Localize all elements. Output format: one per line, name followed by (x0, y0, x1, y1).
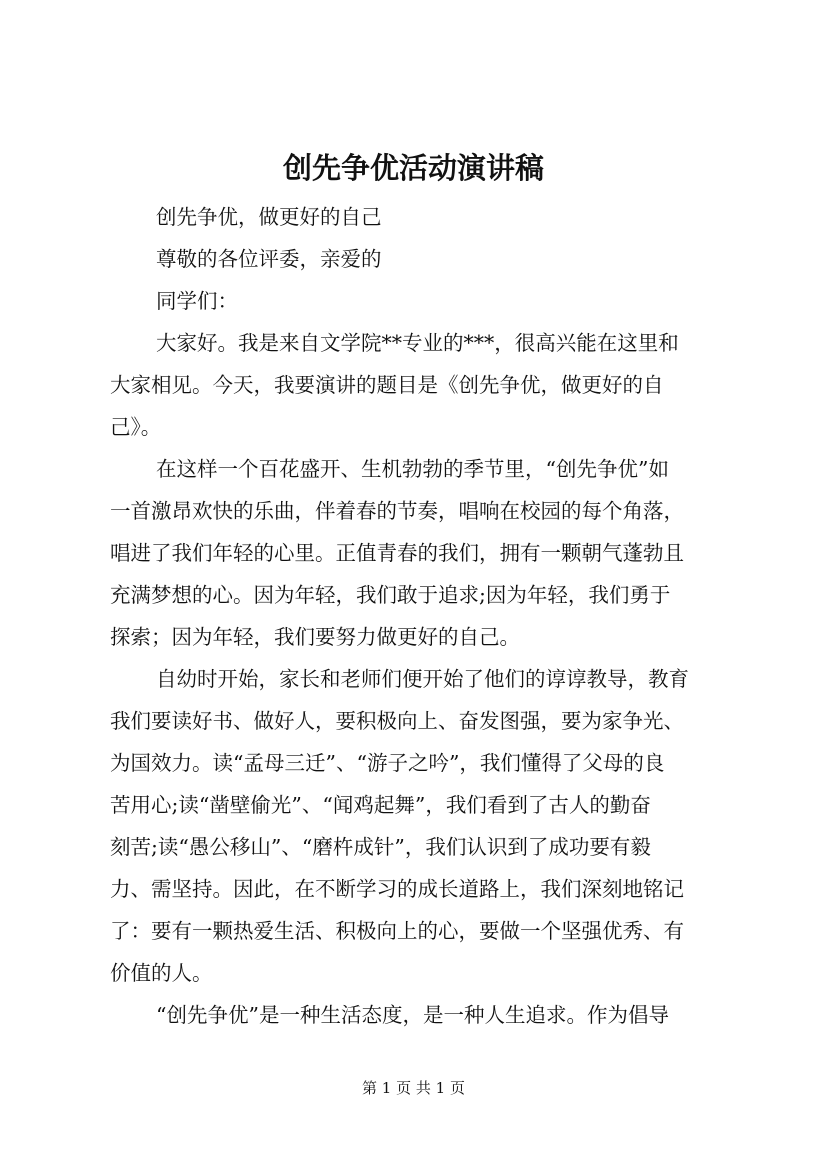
paragraph-line: 己》。 (110, 415, 162, 439)
salutation-line: 尊敬的各位评委，亲爱的 (156, 247, 382, 271)
paragraph-line: 在这样一个百花盛开、生机勃勃的季节里，“创先争优”如 (156, 457, 669, 481)
salutation-line: 同学们： (156, 289, 238, 313)
paragraph-line: 刻苦;读“愚公移山”、“磨杵成针”，我们认识到了成功要有毅 (110, 835, 651, 859)
paragraph-line: 力、需坚持。因此，在不断学习的成长道路上，我们深刻地铭记 (110, 877, 684, 901)
paragraph-line: 一首激昂欢快的乐曲，伴着春的节奏，唱响在校园的每个角落， (110, 499, 684, 523)
document-body (110, 196, 722, 1036)
paragraph-line: 我们要读好书、做好人，要积极向上、奋发图强，要为家争光、 (110, 709, 684, 733)
page-footer: 第 1 页 共 1 页 (362, 1079, 465, 1097)
paragraph-line: 大家好。我是来自文学院**专业的***，很高兴能在这里和 (156, 331, 679, 355)
paragraph-line: 探索；因为年轻，我们要努力做更好的自己。 (110, 625, 520, 649)
paragraph-line: 大家相见。今天，我要演讲的题目是《创先争优，做更好的自 (110, 373, 664, 397)
paragraph-line: 价值的人。 (110, 961, 213, 985)
subtitle-line: 创先争优，做更好的自己 (156, 205, 382, 229)
paragraph-line: “创先争优”是一种生活态度，是一种人生追求。作为倡导 (156, 1003, 669, 1027)
paragraph-line: 充满梦想的心。因为年轻，我们敢于追求;因为年轻，我们勇于 (110, 583, 671, 607)
paragraph-line: 苦用心;读“凿壁偷光”、“闻鸡起舞”，我们看到了古人的勤奋 (110, 793, 651, 817)
paragraph-line: 为国效力。读“孟母三迁”、“游子之吟”，我们懂得了父母的良 (110, 751, 665, 775)
paragraph-line: 了：要有一颗热爱生活、积极向上的心，要做一个坚强优秀、有 (110, 919, 684, 943)
paragraph-line: 唱进了我们年轻的心里。正值青春的我们，拥有一颗朝气蓬勃且 (110, 541, 684, 565)
paragraph-line: 自幼时开始，家长和老师们便开始了他们的谆谆教导，教育 (156, 667, 689, 691)
page-title: 创先争优活动演讲稿 (282, 151, 544, 185)
